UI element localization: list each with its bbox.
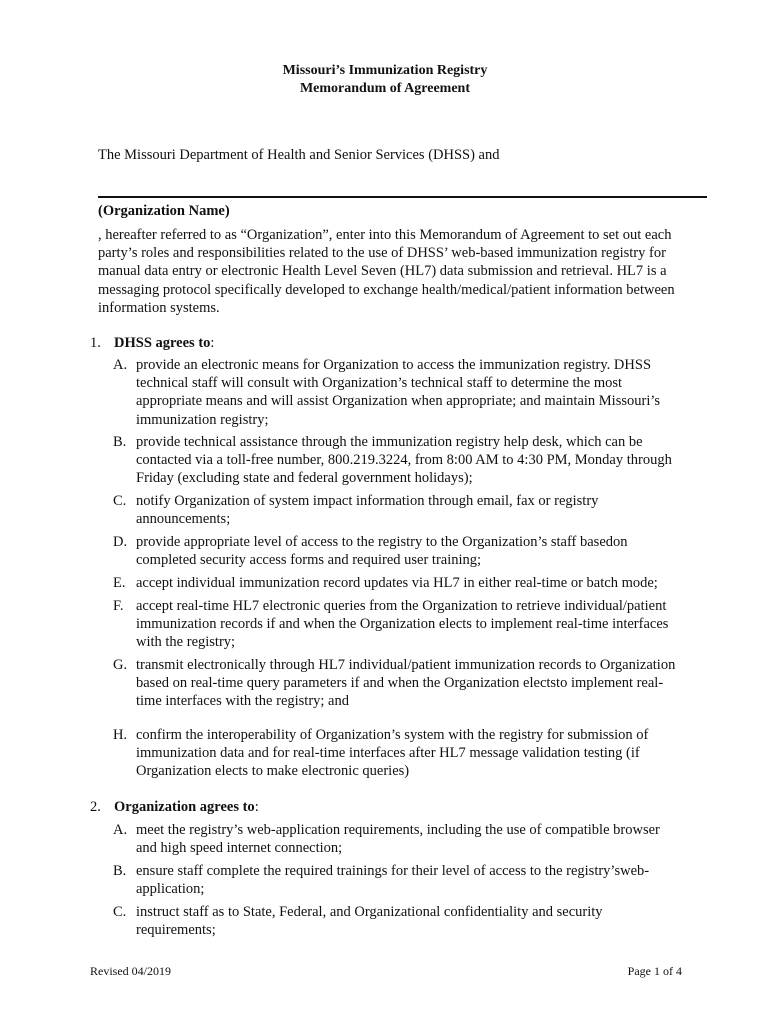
section-2-heading bbox=[90, 798, 259, 816]
list-item bbox=[113, 821, 683, 857]
section-heading-text: Organization agrees to bbox=[114, 799, 255, 815]
document-title: Missouri’s Immunization Registry bbox=[282, 63, 488, 78]
item-letter: H. bbox=[113, 727, 128, 743]
list-item bbox=[113, 597, 683, 652]
list-item bbox=[113, 656, 683, 711]
item-text: meet the registry’s web-application requirements, including the use of compatible browser and high speed internet connection; bbox=[136, 822, 660, 857]
section-heading-colon: : bbox=[210, 335, 215, 351]
item-letter: D. bbox=[113, 534, 128, 550]
section-number: 2. bbox=[90, 799, 101, 815]
item-text: provide technical assistance through the immunization registry help desk, which can be contacted via a toll-free number, 800.219.3224, from 8:00 AM to 4:30 PM, Monday through Friday (excluding state and federal government holidays); bbox=[136, 434, 672, 487]
preamble-paragraph: , hereafter referred to as “Organization”, enter into this Memorandum of Agreement to set out each party’s roles and responsibilities related to the use of DHSS’ web-based immunization registry for manual data entry or electronic Health Level Seven (HL7) data submission and retrieval. HL7 is a messaging protocol specifically developed to exchange health/medical/patient information between information systems. bbox=[98, 227, 675, 316]
section-number: 1. bbox=[90, 335, 101, 351]
organization-name-line[interactable] bbox=[98, 196, 707, 198]
item-letter: A. bbox=[113, 822, 128, 838]
item-text: confirm the interoperability of Organization’s system with the registry for submission of immunization data and for real-time interfaces after HL7 message validation testing (if Organization elects to make electronic queries) bbox=[136, 727, 649, 780]
document-subtitle: Memorandum of Agreement bbox=[299, 81, 471, 96]
section-heading-text: DHSS agrees to bbox=[114, 335, 211, 351]
item-text: ensure staff complete the required trainings for their level of access to the registry’sweb-application; bbox=[136, 863, 650, 898]
list-item bbox=[113, 862, 683, 898]
item-letter: A. bbox=[113, 357, 128, 373]
intro-text: The Missouri Department of Health and Senior Services (DHSS) and bbox=[98, 147, 500, 163]
item-text: accept individual immunization record updates via HL7 in either real-time or batch mode; bbox=[136, 575, 658, 591]
organization-name-label: (Organization Name) bbox=[98, 203, 230, 219]
list-item bbox=[113, 574, 683, 592]
list-item bbox=[113, 492, 683, 528]
item-letter: B. bbox=[113, 434, 127, 450]
item-letter: E. bbox=[113, 575, 126, 591]
section-heading-colon: : bbox=[254, 799, 259, 815]
page-number: Page 1 of 4 bbox=[627, 964, 682, 978]
item-letter: B. bbox=[113, 863, 127, 879]
item-text: instruct staff as to State, Federal, and Organizational confidentiality and security requirements; bbox=[136, 904, 603, 939]
item-letter: C. bbox=[113, 904, 127, 920]
item-text: provide an electronic means for Organization to access the immunization registry. DHSS technical staff will consult with Organization’s technical staff to determine the most appropriate means and will assist Organization when appropriate; and maintain Missouri’s immunization registry; bbox=[136, 357, 661, 428]
item-text: accept real-time HL7 electronic queries from the Organization to retrieve individual/patient immunization records if and when the Organization elects to implement real-time interfaces with the registry; bbox=[136, 598, 669, 651]
item-text: transmit electronically through HL7 individual/patient immunization records to Organization based on real-time query parameters if and when the Organization electsto implement real-time interfaces with the registry; and bbox=[136, 657, 676, 710]
list-item bbox=[113, 433, 683, 488]
list-item bbox=[113, 726, 683, 781]
item-text: provide appropriate level of access to the registry to the Organization’s staff basedon completed security access forms and required user training; bbox=[136, 534, 628, 569]
list-item bbox=[113, 533, 683, 569]
section-1-heading bbox=[90, 334, 214, 352]
item-letter: C. bbox=[113, 493, 127, 509]
item-letter: G. bbox=[113, 657, 128, 673]
list-item bbox=[113, 356, 683, 429]
item-text: notify Organization of system impact information through email, fax or registry announcements; bbox=[136, 493, 599, 528]
item-letter: F. bbox=[113, 598, 124, 614]
revision-date: Revised 04/2019 bbox=[90, 964, 171, 978]
list-item bbox=[113, 903, 683, 939]
